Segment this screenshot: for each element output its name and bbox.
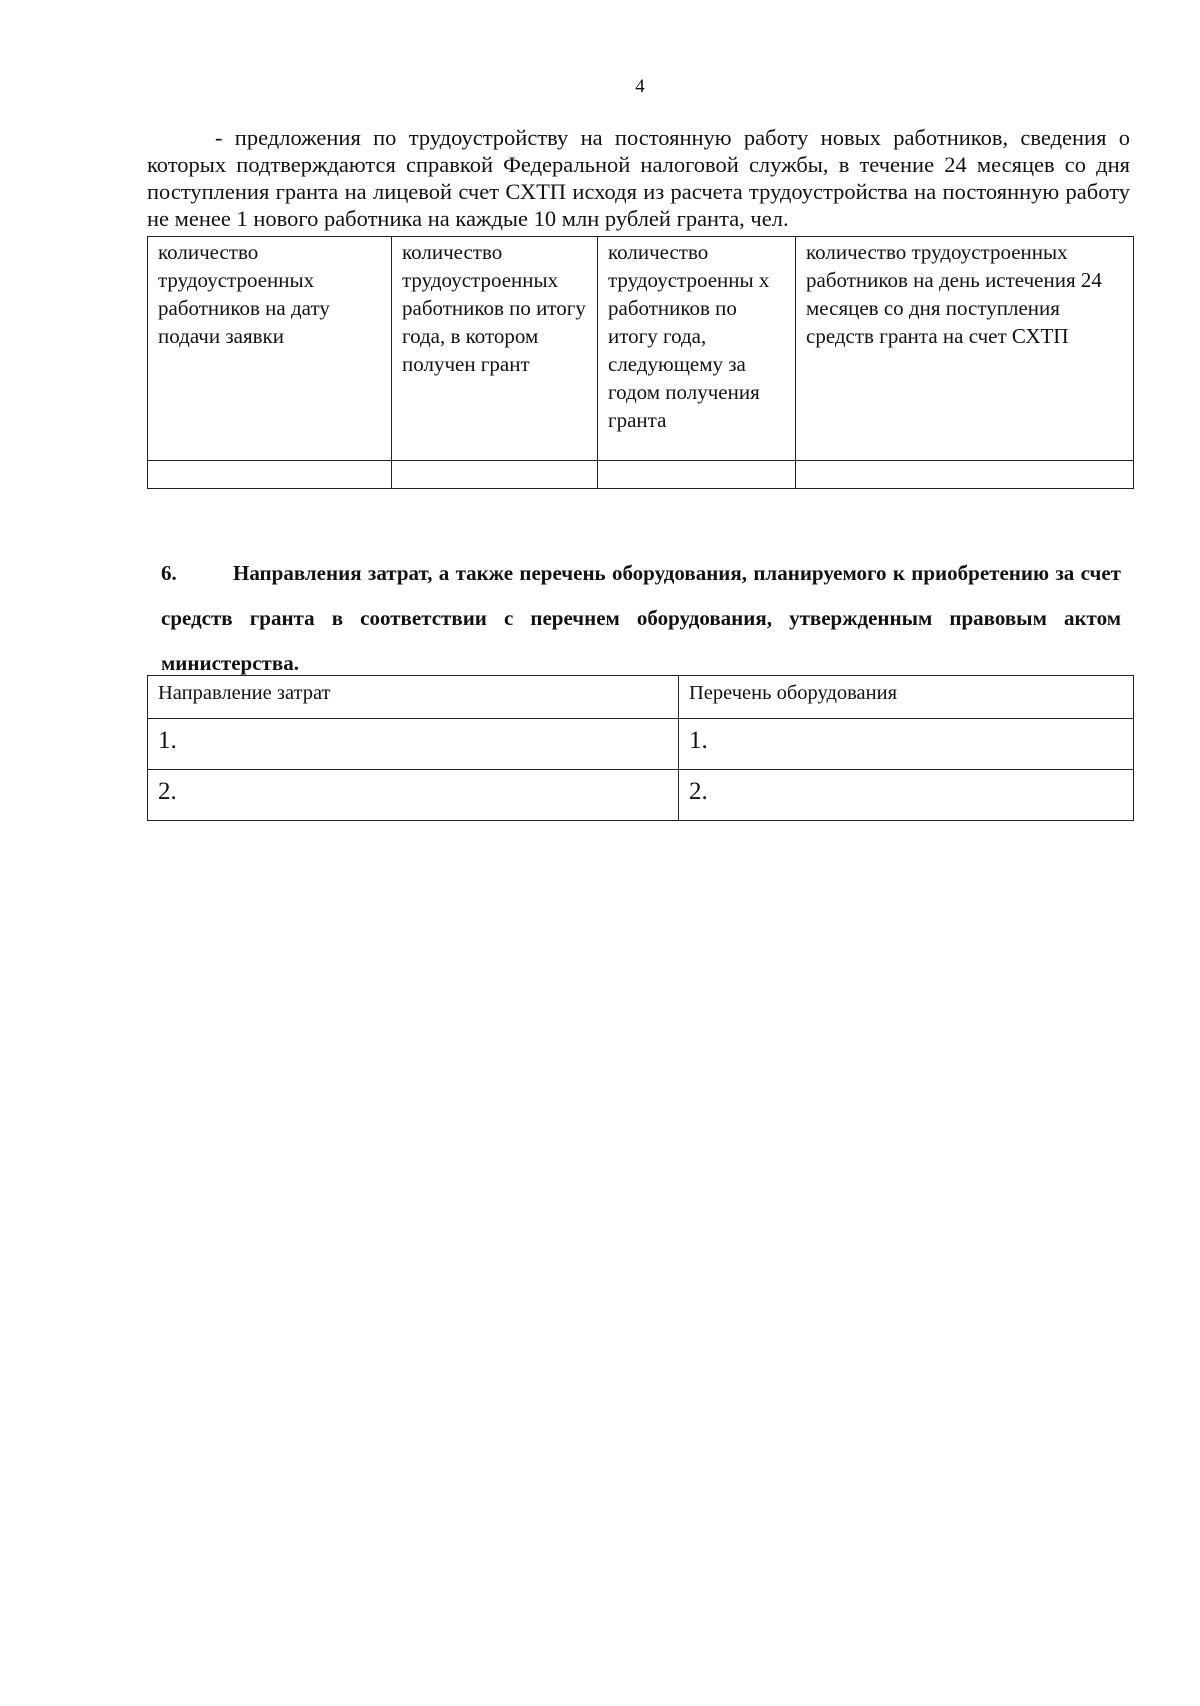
costs-table-row xyxy=(148,770,1134,821)
costs-header-cell-equipment: Перечень оборудования xyxy=(679,676,1134,719)
costs-table-cell-equipment: 2. xyxy=(679,770,1134,821)
section-6-heading xyxy=(161,551,1121,686)
employment-header-cell-grant-year: количество трудоустроенных работников по итогу года, в котором получен грант xyxy=(392,237,598,461)
page-number: 4 xyxy=(635,76,645,97)
section-6-heading-text: Направления затрат, а также перечень оборудования, планируемого к приобретению за счет средств гранта в соответствии с перечнем оборудования, утвержденным правовым актом министерства. xyxy=(161,561,1121,675)
costs-header-cell-direction: Направление затрат xyxy=(148,676,679,719)
employment-table xyxy=(147,236,1134,489)
employment-table-cell xyxy=(598,461,796,489)
employment-table-row xyxy=(148,461,1134,489)
employment-header-cell-on-application-date: количество трудоустроенных работников на дату подачи заявки xyxy=(148,237,392,461)
costs-table-row xyxy=(148,719,1134,770)
costs-table-cell-direction: 1. xyxy=(148,719,679,770)
employment-header-cell-following-year: количество трудоустроенны х работников по итогу года, следующему за годом получения гранта xyxy=(598,237,796,461)
employment-table-cell xyxy=(392,461,598,489)
section-6-number: 6. xyxy=(161,561,177,585)
costs-table-header-row xyxy=(148,676,1134,719)
costs-table xyxy=(147,675,1134,821)
employment-header-cell-after-24-months: количество трудоустроенных работников на день истечения 24 месяцев со дня поступления средств гранта на счет СХТП xyxy=(796,237,1134,461)
costs-table-cell-direction: 2. xyxy=(148,770,679,821)
employment-table-header-row xyxy=(148,237,1134,461)
employment-table-cell xyxy=(796,461,1134,489)
intro-paragraph: - предложения по трудоустройству на постоянную работу новых работников, сведения о которых подтверждаются справкой Федеральной налоговой службы, в течение 24 месяцев со дня поступления гранта на лицевой счет СХТП исходя из расчета трудоустройства на постоянную работу не менее 1 нового работника на каждые 10 млн рублей гранта, чел. xyxy=(147,125,1130,231)
employment-table-cell xyxy=(148,461,392,489)
costs-table-cell-equipment: 1. xyxy=(679,719,1134,770)
